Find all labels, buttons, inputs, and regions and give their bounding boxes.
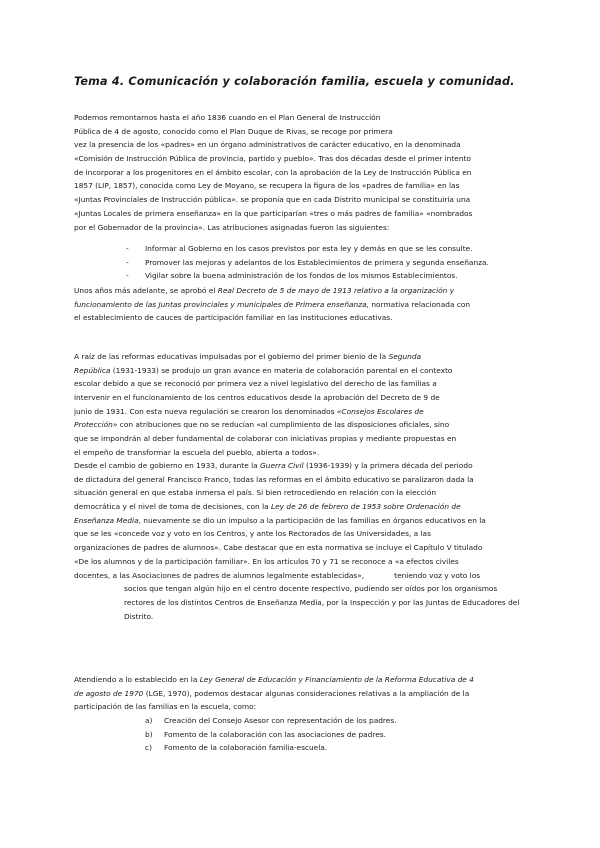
list-item-text: Creación del Consejo Asesor con representación de los padres. <box>164 716 397 725</box>
attributions-list <box>126 242 546 283</box>
list-marker: c) <box>145 743 152 753</box>
list-item-text: Fomento de la colaboración con las asociaciones de padres. <box>164 729 386 739</box>
text-line: participación de las familias en la escuela, como: <box>74 702 257 712</box>
text-line <box>74 364 526 378</box>
text-run: teniendo voz y voto los <box>394 570 481 580</box>
text-line: «Comisión de Instrucción Pública de provincia, partido y pueblo». Tras dos décadas desde el primer intento <box>74 154 471 164</box>
text-line: rectores de los distintos Centros de Enseñanza Media, por la Inspección y por las Juntas de Educadores del <box>124 597 520 607</box>
text-line <box>74 350 526 364</box>
emphasis-text: funcionamiento de las Juntas provinciales y municipales de Primera enseñanza, <box>74 299 369 309</box>
text-run: Desde el cambio de gobierno en 1933, durante la <box>74 461 261 470</box>
paragraph-4 <box>74 459 526 623</box>
text-run: normativa relacionada con <box>369 299 471 309</box>
paragraph-3 <box>74 350 526 460</box>
text-line <box>74 405 526 419</box>
text-line <box>74 500 526 514</box>
text-run: Atendiendo a lo establecido en la <box>74 675 200 684</box>
text-run: , nuevamente se dio un impulso a la participación de las familias en órganos educativos en la <box>138 515 486 525</box>
text-line: el establecimiento de cauces de participación familiar en las instituciones educativas. <box>74 313 393 323</box>
text-line: intervenir en el funcionamiento de los centros educativos desde la aprobación del Decreto de 9 de <box>74 393 440 403</box>
text-run: junio de 1931. Con esta nueva regulación se crearon los denominados <box>74 406 337 416</box>
text-line <box>74 687 526 701</box>
emphasis-text: «Consejos Escolares de <box>336 406 424 416</box>
text-line: «De los alumnos y de la participación familiar». En los artículos 70 y 71 se reconoce a «a efectos civiles <box>74 556 459 566</box>
text-line <box>74 459 526 473</box>
emphasis-text: de agosto de 1970 <box>74 688 144 698</box>
text-line <box>74 569 526 583</box>
text-run: (1931-1933) se produjo un gran avance en materia de colaboración parental en el contexto <box>110 365 453 375</box>
list-item <box>126 256 546 270</box>
text-line: que se impondrán al deber fundamental de colaborar con iniciativas propias y mediante propuestas en <box>74 434 457 444</box>
emphasis-text: Ley de 26 de febrero de 1953 sobre Ordenación de <box>271 502 461 512</box>
list-item-text: Informar al Gobierno en los casos previstos por esta ley y demás en que se les consulte. <box>145 244 473 253</box>
text-line: que se les «concede voz y voto en los Centros, y ante los Rectorados de las Universidades, a las <box>74 529 431 539</box>
text-line: Pública de 4 de agosto, conocido como el Plan Duque de Rivas, se recoge por primera <box>74 126 393 136</box>
text-line: de dictadura del general Francisco Franco, todas las reformas en el ámbito educativo se paralizaron dada la <box>74 474 474 484</box>
list-item-text: Fomento de la colaboración familia-escuela. <box>164 743 328 753</box>
text-run: Unos años más adelante, se aprobó el <box>74 286 218 295</box>
emphasis-text: Guerra Civil <box>260 461 304 470</box>
text-line: escolar debido a que se reconoció por primera vez a nivel legislativo del derecho de las familias a <box>74 379 437 389</box>
text-line: «Juntas Provinciales de Instrucción pública». se proponía que en cada Distrito municipal se constituiría una <box>74 195 471 205</box>
emphasis-text: Ley General de Educación y Financiamiento de la Reforma Educativa de 4 <box>199 675 474 684</box>
emphasis-text: Real Decreto de 5 de mayo de 1913 relativo a la organización y <box>217 286 455 295</box>
list-item <box>145 728 525 742</box>
text-line: por el Gobernador de la provincia». Las atribuciones asignadas fueron las siguientes: <box>74 222 390 232</box>
list-marker: a) <box>145 716 153 725</box>
text-run: (1936-1939) y la primera década del periodo <box>303 461 473 470</box>
list-item <box>145 714 525 728</box>
list-marker: - <box>126 244 129 253</box>
list-item-text: Vigilar sobre la buena administración de los fondos de los mismos Establecimientos. <box>145 271 458 281</box>
text-line <box>74 418 526 432</box>
text-line: el empeño de transformar la escuela del pueblo, abierta a todos». <box>74 447 320 457</box>
emphasis-text: Segunda <box>388 352 422 361</box>
text-run: (LGE, 1970), podemos destacar algunas consideraciones relativas a la ampliación de la <box>143 688 470 698</box>
list-item <box>126 269 546 283</box>
page-title: Tema 4. Comunicación y colaboración familia, escuela y comunidad. <box>74 75 515 88</box>
list-marker: - <box>126 271 129 281</box>
text-line: «Juntas Locales de primera enseñanza» en la que participarían «tres o más padres de familia» «nombrados <box>74 208 473 218</box>
text-line: situación general en que estaba inmersa el país. Si bien retrocediendo en relación con la elección <box>74 488 437 498</box>
text-line <box>74 284 526 298</box>
list-item-text: Promover las mejoras y adelantos de los Establecimientos de primera y segunda enseñanza. <box>145 257 489 267</box>
text-line: organizaciones de padres de alumnos». Cabe destacar que en esta normativa se incluye el Capítulo V titulado <box>74 543 483 553</box>
paragraph-2 <box>74 284 526 325</box>
list-marker: b) <box>145 729 153 739</box>
text-run: A raíz de las reformas educativas impulsadas por el gobierno del primer bienio de la <box>74 352 389 361</box>
emphasis-text: República <box>74 365 111 375</box>
text-line <box>74 298 526 312</box>
text-line: socios que tengan algún hijo en el centro docente respectivo, pudiendo ser oídos por los organismos <box>124 584 498 594</box>
list-item <box>126 242 546 256</box>
list-marker: - <box>126 257 129 267</box>
text-line: Distrito. <box>124 611 154 621</box>
text-run: docentes, a las Asociaciones de padres de alumnos legalmente establecidas», <box>74 570 365 580</box>
text-line <box>74 673 526 687</box>
lge-considerations-list <box>145 714 525 755</box>
paragraph-5 <box>74 673 526 714</box>
paragraph-1 <box>74 111 526 234</box>
text-line: 1857 (LIP, 1857), conocida como Ley de Moyano, se recupera la figura de los «padres de familia» en las <box>74 181 460 191</box>
emphasis-text: Enseñanza Media <box>74 515 139 525</box>
text-run: democrática y el nivel de toma de decisiones, con la <box>74 502 271 512</box>
text-line: vez la presencia de los «padres» en un órgano administrativos de carácter educativo, en la denominada <box>74 140 461 150</box>
text-run: con atribuciones que no se reducían «al cumplimiento de las disposiciones oficiales, sino <box>117 420 450 430</box>
emphasis-text: Protección» <box>74 420 118 430</box>
text-line <box>74 514 526 528</box>
text-line: Podemos remontarnos hasta el año 1836 cuando en el Plan General de Instrucción <box>74 113 381 122</box>
list-item <box>145 741 525 755</box>
text-line: de incorporar a los progenitores en el ámbito escolar, con la aprobación de la Ley de Instrucción Pública en <box>74 167 472 177</box>
